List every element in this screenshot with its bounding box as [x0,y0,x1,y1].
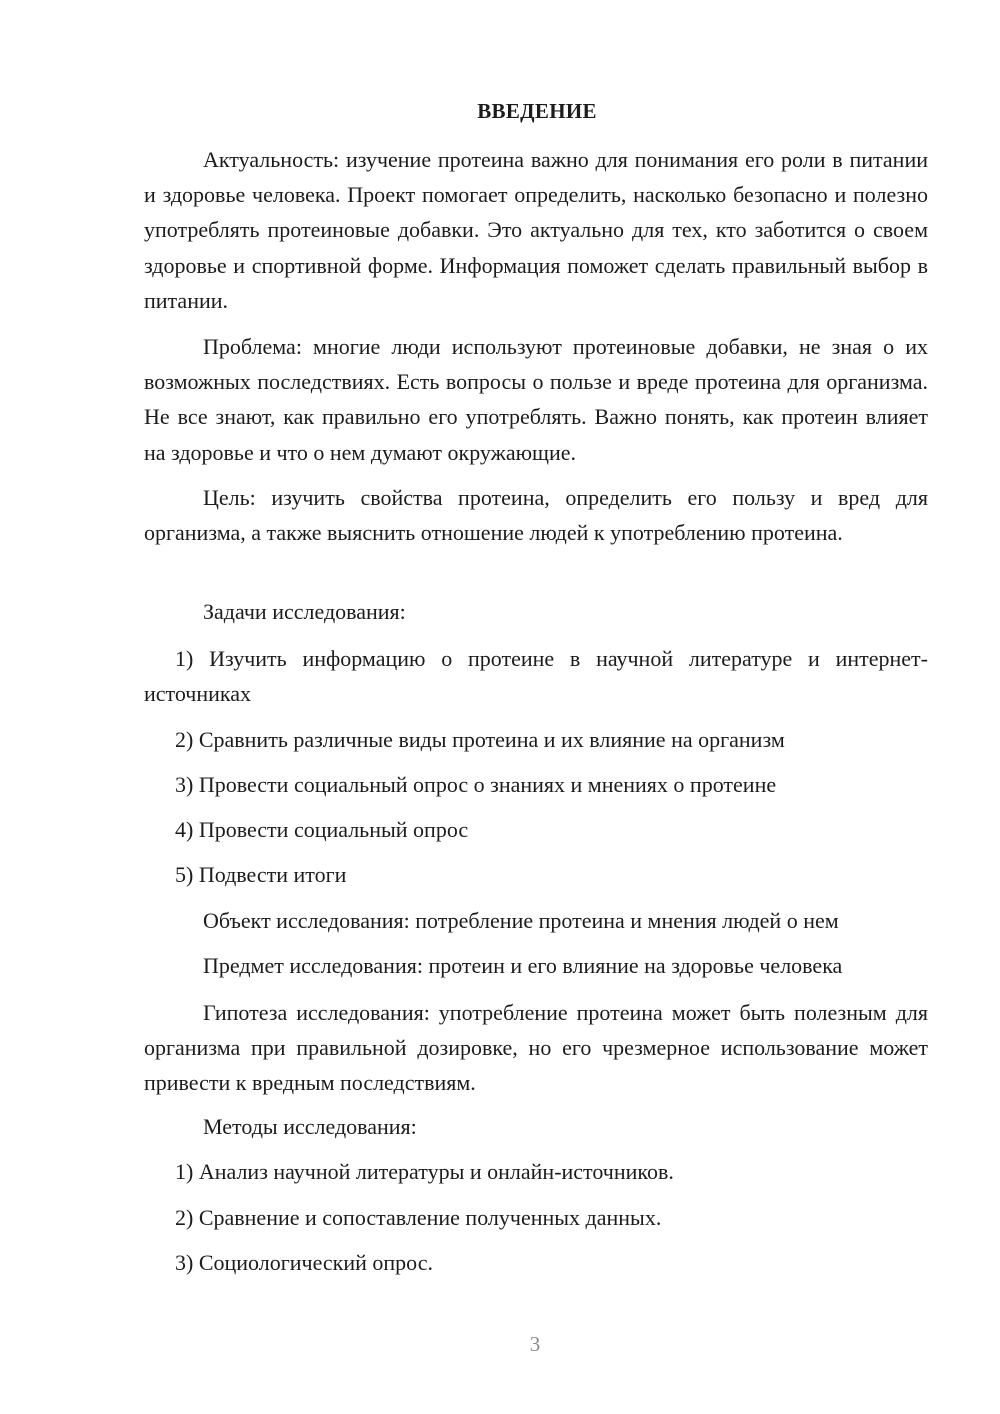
hypothesis-paragraph: Гипотеза исследования: употребление протеина может быть полезным для организма при правильной дозировке, но его чрезмерное использование может привести к вредным последствиям. [144,1000,928,1096]
method-item: 2) Сравнение и сопоставление полученных данных. [175,1205,662,1230]
task-item: 2) Сравнить различные виды протеина и их влияние на организм [175,727,785,752]
method-item: 1) Анализ научной литературы и онлайн-источников. [175,1159,674,1184]
task-item: 3) Провести социальный опрос о знаниях и мнениях о протеине [175,772,777,797]
task-item: 1) Изучить информацию о протеине в научной литературе и интернет-источниках [144,646,928,707]
methods-heading: Методы исследования: [203,1114,417,1139]
relevance-paragraph: Актуальность: изучение протеина важно для понимания его роли в питании и здоровье человека. Проект помогает определить, насколько безопасно и полезно употреблять протеиновые добавки. Это актуально для тех, кто заботится о своем здоровье и спортивной форме. Информация поможет сделать правильный выбор в питании. [144,147,928,313]
tasks-heading: Задачи исследования: [203,599,406,624]
section-title: ВВЕДЕНИЕ [477,99,597,123]
object-paragraph: Объект исследования: потребление протеина и мнения людей о нем [203,908,839,933]
task-item: 4) Провести социальный опрос [175,817,469,842]
page-number: 3 [529,1332,541,1356]
task-item: 5) Подвести итоги [175,862,347,887]
subject-paragraph: Предмет исследования: протеин и его влияние на здоровье человека [203,953,843,978]
goal-paragraph: Цель: изучить свойства протеина, определить его пользу и вред для организма, а также выяснить отношение людей к употреблению протеина. [144,485,928,546]
method-item: 3) Социологический опрос. [175,1250,433,1275]
problem-paragraph: Проблема: многие люди используют протеиновые добавки, не зная о их возможных последствиях. Есть вопросы о пользе и вреде протеина для организма. Не все знают, как правильно его употреблять. Важно понять, как протеин влияет на здоровье и что о нем думают окружающие. [144,334,928,465]
